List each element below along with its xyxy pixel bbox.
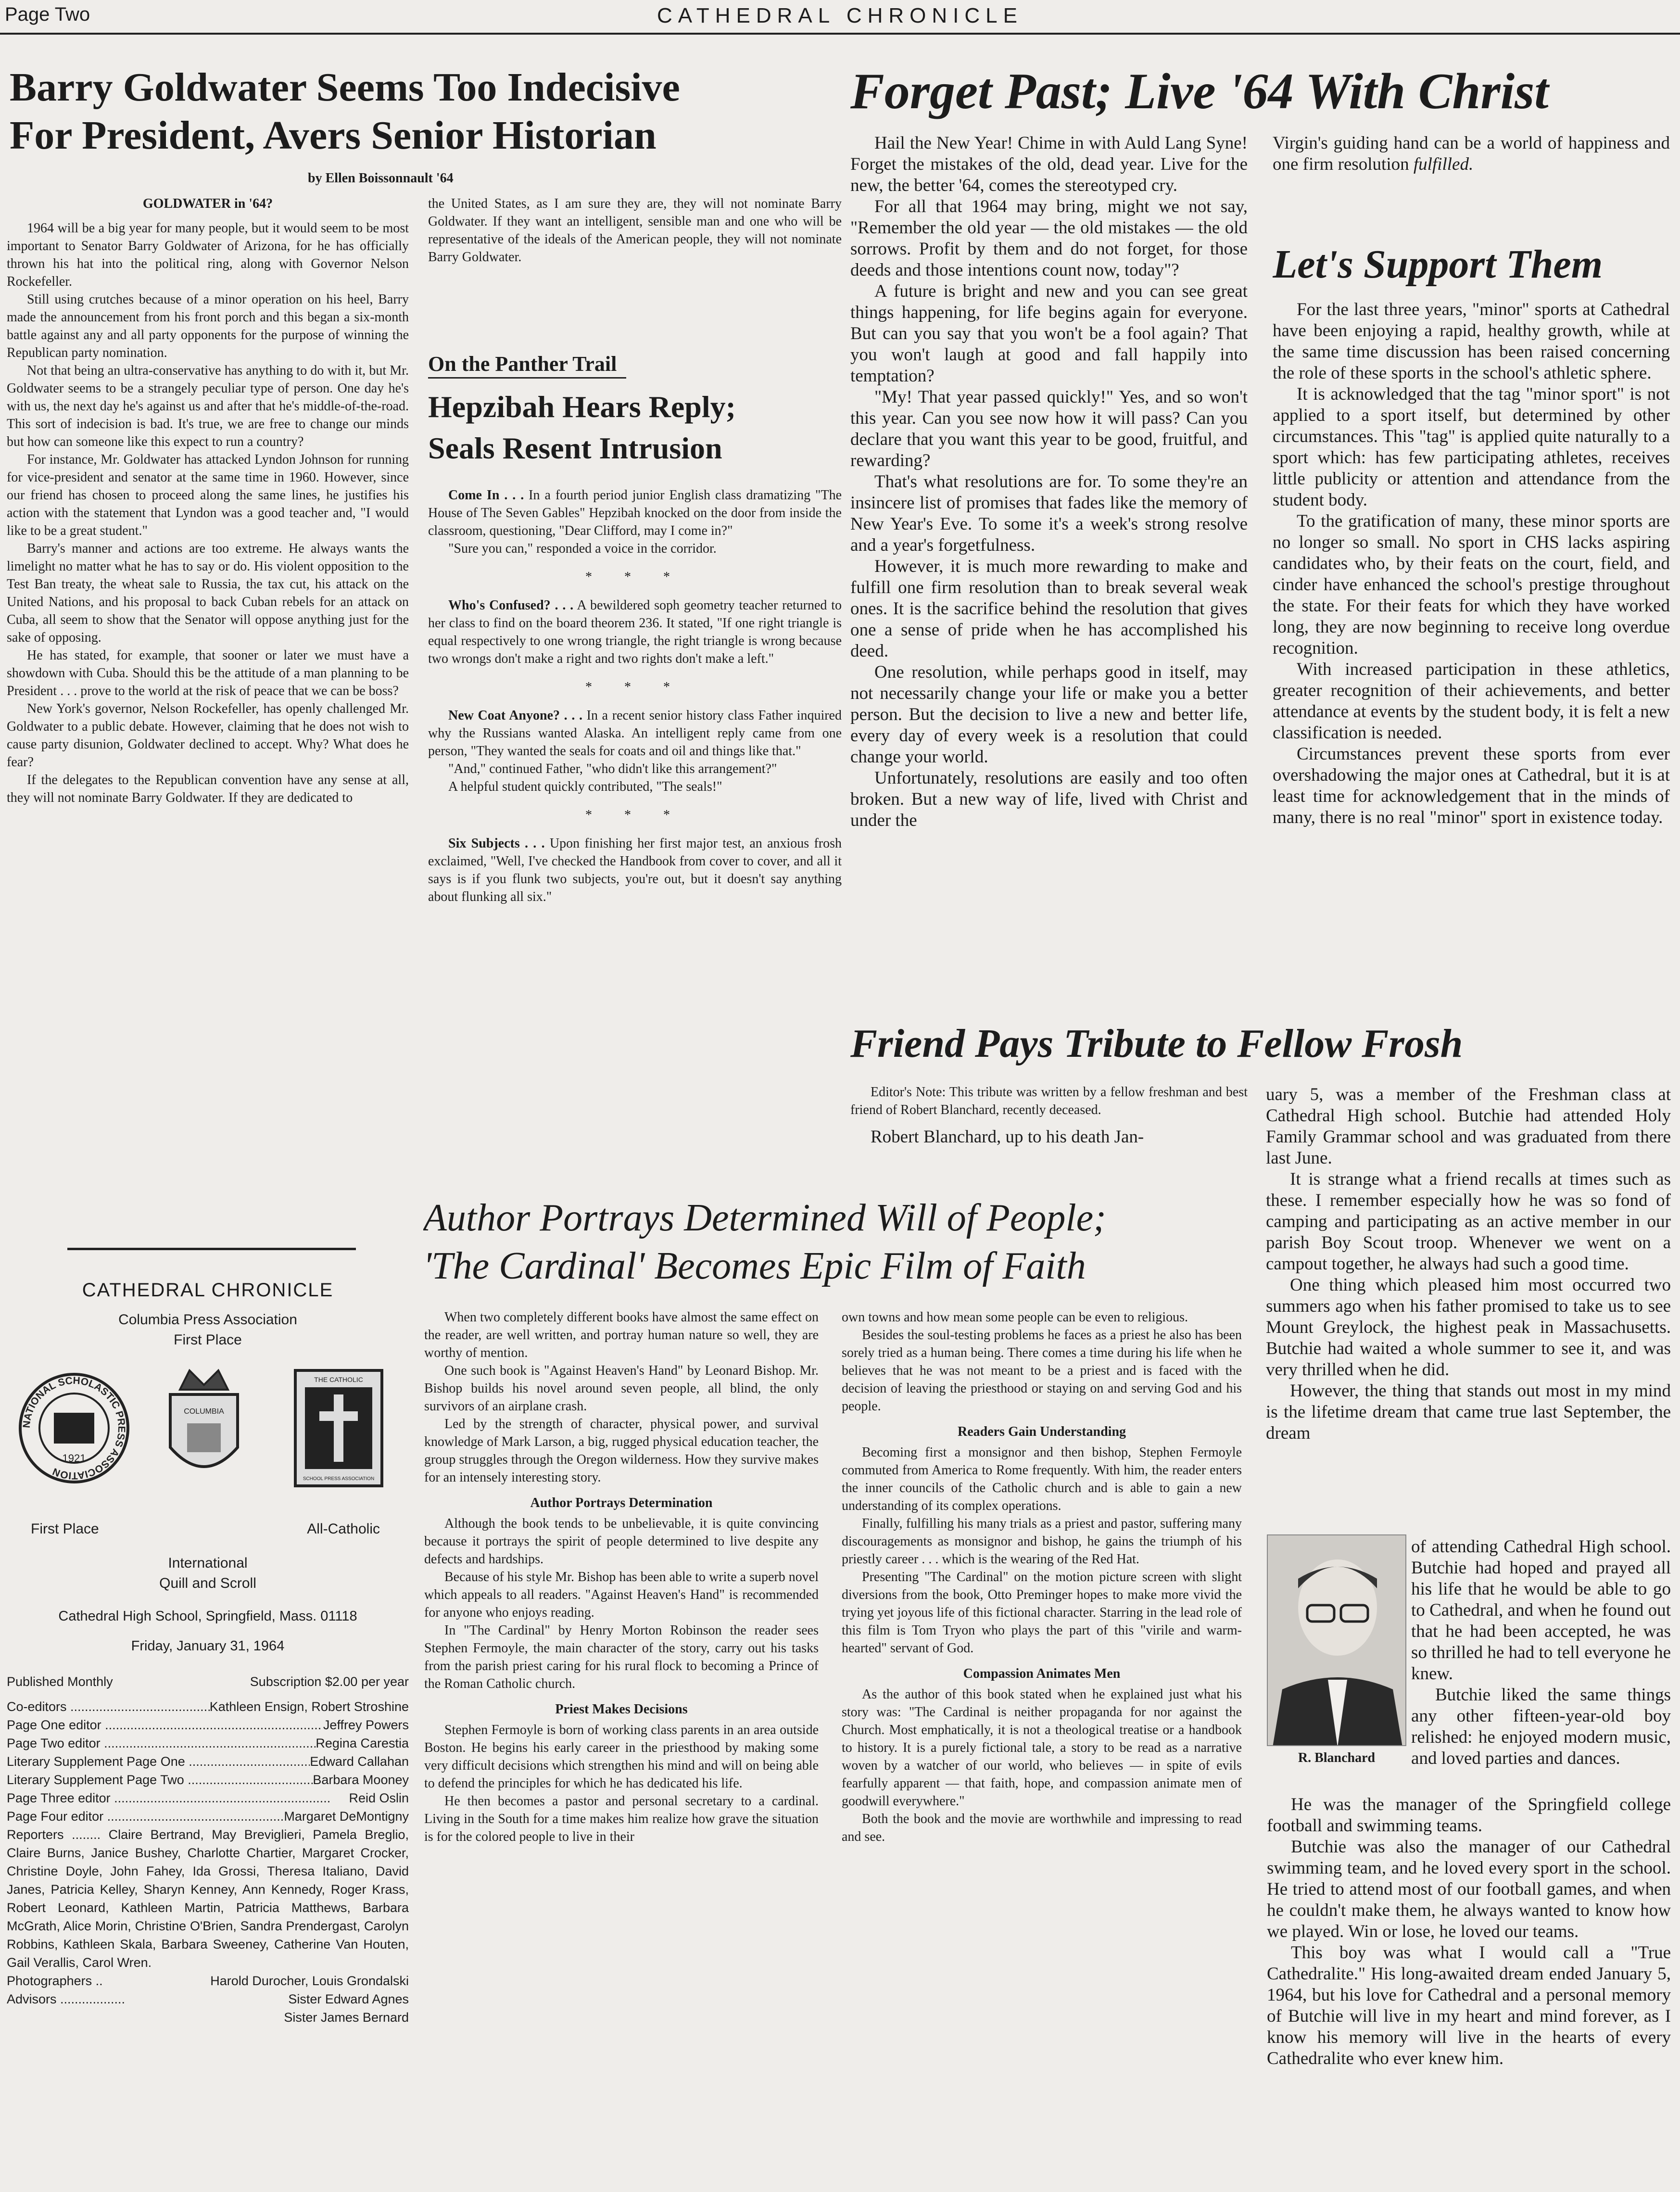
staff-names: Reid Oslin [349, 1791, 409, 1805]
article-paragraph: For instance, Mr. Goldwater has attacked Lyndon Johnson for running for vice-president and senator at the same time in 1960. However, since our friend has chosen to proceed along the same lines, he justifies his action with the statement that Lyndon was a good teacher and, "I would like to be a great student." [7, 452, 409, 538]
paragraph-text: Virgin's guiding hand can be a world of happiness and one firm resolution [1273, 133, 1670, 174]
article-paragraph: One thing which pleased him most occurred two summers ago when his father promised to take us to see Mount Greylock, the highest peak in Massachusetts. Butchie had waited a whole summer to see it, and was very thrilled when he did. [1266, 1275, 1671, 1380]
staff-row [7, 1771, 409, 1789]
masthead-title: CATHEDRAL CHRONICLE [82, 1280, 334, 1301]
review-subhead: Priest Makes Decisions [555, 1702, 688, 1717]
tribute-lead: Robert Blanchard, up to his death Jan- [871, 1127, 1144, 1147]
tribute-column-top [1266, 1084, 1671, 1536]
item-text: Upon finishing her first major test, an anxious frosh exclaimed, "Well, I've checked the Handbook from cover to cover, and all it says is if you flunk two subjects, you're out, but it doesn't say anything about flunking all six." [428, 836, 842, 904]
panther-kicker: On the Panther Trail [428, 351, 626, 379]
staff-row [7, 1789, 409, 1807]
tribute-intro [850, 1083, 1248, 1179]
article-paragraph: For all that 1964 may bring, might we not say, "Remember the old year — the old mistakes — the old sorrows. Profit by them and do not forget, for those deeds and those intentions count now, today"? [850, 197, 1248, 280]
article-paragraph: That's what resolutions are for. To some they're an insincere list of promises that fades like the memory of New Year's Eve. To some it's a week's strong resolve and a year's forgetfulness. [850, 472, 1248, 555]
article-paragraph: A future is bright and new and you can see great things happening, for life begins again for everyone. But can you say that you won't be a fool again? That you won't laugh at good and fall happily into temptation? [850, 281, 1248, 386]
item-text: A bewildered soph geometry teacher returned to her class to find on the board theorem 236. It stated, "If one right triangle is equal respectively to one wrong triangle, the right triangle is wrong because two wrongs don't make a right and two rights don't make a left." [428, 598, 842, 666]
staff-row [7, 1990, 409, 2008]
portrait-image [1268, 1535, 1406, 1746]
nspa-seal-icon [16, 1370, 132, 1486]
article-headline: Friend Pays Tribute to Fellow Frosh [850, 1021, 1463, 1066]
panther-item [428, 486, 842, 540]
page-number: Page Two [5, 4, 90, 25]
staff-names: Harold Durocher, Louis Grondalski [210, 1974, 409, 1988]
article-paragraph: One resolution, while perhaps good in itself, may not necessarily change your life or make you a better person. But the decision to live a new and better life, every day of every week is a resolution that could change your world. [850, 662, 1248, 767]
seal-ring-text: NATIONAL SCHOLASTIC PRESS ASSOCIATION [21, 1375, 127, 1482]
subscription-label: Subscription $2.00 per year [250, 1674, 409, 1689]
page-header [0, 0, 1680, 35]
staff-role: Advisors .................. [7, 1992, 126, 2006]
item-text: In a fourth period junior English class dramatizing "The House of The Seven Gables" Hepzibah knocked on the door from inside the classroom, questioning, "Dear Clifford, may I come in?" [428, 488, 842, 538]
staff-role: Page Four editor ..... [7, 1807, 284, 1825]
goldwater-column-2 [428, 195, 842, 320]
staff-row [7, 1734, 409, 1752]
article-paragraph: It is acknowledged that the tag "minor sport" is not applied to a sport itself, but determined by other circumstances. This "tag" is applied quite naturally to a sport which: has few participating athletes, receives little publicity or attention and attendance from the student body. [1273, 384, 1670, 510]
article-paragraph: However, it is much more rewarding to make and fulfill one firm resolution than to break several weak ones. It is the sacrifice behind the resolution that gives one a sense of pride when he has accomplished his deed. [850, 557, 1248, 661]
staff-role: Page One editor ..... [7, 1716, 323, 1734]
cpa-label: Columbia Press Association [118, 1312, 297, 1328]
item-text: In a recent senior history class Father inquired why the Russians wanted Alaska. An intelligent reply came from one person, "They wanted the seals for coats and oil and things like that." [428, 708, 842, 759]
article-paragraph: It is strange what a friend recalls at times such as these. I remember especially how he was so fond of camping and participating as an active member in our parish Boy Scout troop. Whenever we went on a campout together, he always had such a good time. [1266, 1169, 1671, 1274]
editorial-headline: Forget Past; Live '64 With Christ [850, 63, 1549, 119]
badge-label-first-place: First Place [31, 1521, 99, 1537]
panther-item-extra: A helpful student quickly contributed, "The seals!" [448, 779, 722, 794]
staff-role: Literary Supplement Page One ..... [7, 1752, 310, 1771]
separator-stars: * * * [585, 570, 684, 584]
article-paragraph: Barry's manner and actions are too extreme. He always wants the limelight no matter what he has to say or do. His violent opposition to the Test Ban treaty, the wheat sale to Russia, the tax cut, his attack on the United Nations, and his proposal to back Cuban rebels for an attack on Cuba, all seem to show that the Senator will oppose anything just for the sake of opposing. [7, 541, 409, 645]
panther-item [428, 707, 842, 760]
article-paragraph: Stephen Fermoyle is born of working class parents in an area outside Boston. He begins his early career in the priesthood by making some very difficult decisions which strengthen his mind and will on being able to defend the principles for which he has dedicated his life. [424, 1723, 819, 1791]
cpa-place: First Place [174, 1332, 242, 1348]
seal-year: 1921 [62, 1452, 86, 1464]
review-subhead: Readers Gain Understanding [957, 1424, 1126, 1439]
intl-label: International [168, 1555, 248, 1571]
article-paragraph: With increased participation in these athletics, greater recognition of their achievements, and better attendance at events by the student body, it is felt a new classification is needed. [1273, 659, 1670, 743]
headline-line: For President, Avers Senior Historian [10, 113, 657, 158]
article-paragraph: For the last three years, "minor" sports at Cathedral have been enjoying a rapid, healthy growth, while at the same time discussion has been raised concerning the role of these sports in the school's athletic sphere. [1273, 300, 1670, 383]
article-paragraph: Finally, fulfilling his many trials as a priest and pastor, suffering many discouragements as monsignor and bishop, he gains the triumph of his priestly career . . . which is the wearing of the Red Hat. [842, 1516, 1242, 1567]
goldwater-column-1 [7, 195, 409, 1234]
staff-row [7, 1807, 409, 1825]
staff-role: Page Three editor ..... [7, 1789, 349, 1807]
staff-box [7, 1673, 409, 2027]
tribute-headline [850, 1020, 1678, 1073]
article-paragraph: Not that being an ultra-conservative has anything to do with it, but Mr. Goldwater seems to be a strangely peculiar type of person. One day he's with us, the next day he's against us and after that he's middle-of-the-road. This sort of indecision is bad. It's true, we are free to change our minds but how can someone like this expect to run a country? [7, 363, 409, 449]
support-column [1273, 299, 1670, 997]
panther-headline: Hepzibah Hears Reply; [428, 390, 736, 424]
article-paragraph: This boy was what I would call a "True Cathedralite." His long-awaited dream ended January 5, 1964, but his love for Cathedral and a personal memory of Butchie will live in my heart and mind forever, as I know his memory will live in the hearts of every Cathedralite who ever knew him. [1267, 1943, 1671, 2068]
article-paragraph: Butchie liked the same things any other fifteen-year-old boy relished: he enjoyed modern music, and loved parties and dances. [1411, 1685, 1671, 1768]
item-title: New Coat Anyone? . . . [448, 708, 583, 723]
article-paragraph: Hail the New Year! Chime in with Auld Lang Syne! Forget the mistakes of the old, dead year. Live for the new, the better '64, comes the stereotyped cry. [850, 133, 1248, 195]
article-paragraph: When two completely different books have almost the same effect on the reader, are well written, and portray human nature so well, they are worthy of mention. [424, 1310, 819, 1360]
staff-names: Regina Carestia [316, 1736, 409, 1750]
staff-names: Kathleen Ensign, Robert Stroshine [209, 1699, 409, 1714]
staff-row [7, 1752, 409, 1771]
masthead-rule [67, 1248, 356, 1250]
article-paragraph: To the gratification of many, these minor sports are no longer so small. No sport in CHS lacks aspiring candidates who, by their feats on the court, field, and cinder have enhanced the school's prestige throughout the state. For their feats for which they have worked long, they are now beginning to receive long overdue recognition. [1273, 511, 1670, 658]
cross-top-text: THE CATHOLIC [314, 1376, 363, 1383]
badge-label-all-catholic: All-Catholic [307, 1521, 380, 1537]
cardinal-headline [423, 1194, 1260, 1300]
staff-names: Margaret DeMontigny [284, 1809, 409, 1824]
staff-role: Photographers .. [7, 1974, 103, 1988]
paragraph-italic: fulfilled. [1413, 154, 1474, 174]
forget-past-headline [850, 62, 1678, 129]
goldwater-subhead: GOLDWATER in '64? [142, 196, 273, 211]
article-paragraph: Circumstances prevent these sports from ever overshadowing the major ones at Cathedral, but it is at least time for acknowledgement that in the minds of many, there is no real "minor" sport in existence today. [1273, 744, 1670, 827]
item-title: Come In . . . [448, 488, 524, 503]
crown-shield-icon [161, 1361, 247, 1495]
article-paragraph: own towns and how mean some people can be even to religious. [842, 1310, 1188, 1325]
panther-item [428, 835, 842, 906]
article-paragraph: He then becomes a pastor and personal secretary to a cardinal. Living in the South for a time makes him realize how grave the situation is for the colored people to live in their [424, 1794, 819, 1844]
quill-scroll-label: Quill and Scroll [159, 1575, 256, 1591]
item-title: Six Subjects . . . [448, 836, 545, 851]
staff-row [7, 1972, 409, 1990]
staff-role: Co-editors ..... [7, 1698, 210, 1716]
blanchard-photo [1267, 1534, 1406, 1746]
article-paragraph: Both the book and the movie are worthwhile and impressing to read and see. [842, 1812, 1242, 1844]
staff-row [7, 1698, 409, 1716]
panther-item [428, 596, 842, 668]
article-paragraph: Unfortunately, resolutions are easily and too often broken. But a new way of life, lived with Christ and under the [850, 768, 1248, 830]
masthead [7, 1280, 409, 2184]
article-paragraph: Besides the soul-testing problems he faces as a priest he also has been sorely tried as a human being. There comes a time during his life when he believes that he was not meant to be a priest and is faced with the decision of leaving the priesthood or staying on and serving God and his people. [842, 1328, 1242, 1414]
panther-item-extra: "Sure you can," responded a voice in the corridor. [448, 541, 717, 556]
school-address: Cathedral High School, Springfield, Mass. 01118 [58, 1609, 357, 1624]
article-paragraph: Although the book tends to be unbelievable, it is quite convincing because it portrays the spirit of people determined to live despite any defects and hardships. [424, 1516, 819, 1567]
cardinal-column-1 [424, 1308, 819, 2189]
reporters-list: Claire Bertrand, May Breviglieri, Pamela Breglio, Claire Burns, Janice Bushey, Charlotte Chartier, Margaret Crocker, Christine Doyle, John Fahey, Ida Grossi, Theresa Italiano, David Janes, Patricia Kelley, Sharyn Kenney, Ann Kennedy, Roger Krass, Robert Leonard, Kathleen Martin, Patricia Matthews, Barbara McGrath, Alice Morin, Christine O'Brien, Sandra Prendergast, Carolyn Robbins, Kathleen Skala, Barbara Sweeney, Catherine Van Houten, Gail Verallis, Carol Wren. [7, 1827, 409, 1970]
article-paragraph: Becoming first a monsignor and then bishop, Stephen Fermoyle commuted from America to Rome frequently. With him, the reader enters the inner councils of the Catholic church and is able to gain a new understanding of its complex operations. [842, 1445, 1242, 1513]
panther-item-extra: "And," continued Father, "who didn't like this arrangement?" [448, 761, 777, 776]
tribute-column-bottom [1267, 1794, 1671, 2189]
staff-names: Barbara Mooney [313, 1773, 409, 1787]
forget-past-column-1 [850, 133, 1248, 999]
article-paragraph: He was the manager of the Springfield college football and swimming teams. [1267, 1795, 1671, 1836]
article-paragraph: Butchie was also the manager of our Cathedral swimming team, and he loved every sport in the school. He tried to attend most of our football games, and when he couldn't make them, he always wanted to know how we played. Win or lose, he loved our teams. [1267, 1837, 1671, 1941]
tribute-photo-wrap [1411, 1536, 1671, 1794]
review-headline: Author Portrays Determined Will of People; [423, 1197, 1106, 1239]
article-paragraph: of attending Cathedral High school. Butchie had hoped and prayed all his life that he would be able to go to Cathedral, and when he found out that he had been accepted, he was so thrilled he had to tell everyone he knew. [1411, 1537, 1671, 1684]
forget-past-column-2 [1273, 133, 1670, 195]
support-headline [1273, 241, 1670, 293]
article-paragraph: uary 5, was a member of the Freshman class at Cathedral High school. Butchie had attended Holy Family Grammar school and was graduated from there last June. [1266, 1085, 1671, 1168]
review-subhead: Compassion Animates Men [963, 1666, 1121, 1681]
cross-bottom-text: SCHOOL PRESS ASSOCIATION [303, 1476, 375, 1482]
item-title: Who's Confused? . . . [448, 598, 574, 613]
crown-label: COLUMBIA [184, 1407, 224, 1416]
cardinal-column-2 [842, 1308, 1242, 2189]
editors-note: Editor's Note: This tribute was written by a fellow freshman and best friend of Robert Blanchard, recently deceased. [850, 1085, 1248, 1117]
editorial-headline: Let's Support Them [1273, 242, 1603, 287]
article-paragraph: 1964 will be a big year for many people, but it would seem to be most important to Senator Barry Goldwater of Arizona, for he has officially thrown his hat into the political ring, along with Governor Nelson Rockefeller. [7, 221, 409, 289]
article-paragraph: Still using crutches because of a minor operation on his heel, Barry made the announcement from his front porch and this began a six-month battle against any and all party opponents for the purpose of winning the Republican party nomination. [7, 292, 409, 360]
staff-names: Sister Edward Agnes [288, 1992, 409, 2006]
article-paragraph: One such book is "Against Heaven's Hand" by Leonard Bishop. Mr. Bishop builds his novel around seven people, all blind, the only survivors of an airplane crash. [424, 1363, 819, 1414]
article-paragraph: Because of his style Mr. Bishop has been able to write a superb novel which appeals to all readers. "Against Heaven's Hand" is recommended for anyone who enjoys reading. [424, 1570, 819, 1620]
goldwater-headline [10, 63, 842, 165]
issue-date: Friday, January 31, 1964 [131, 1638, 285, 1654]
review-subhead: Author Portrays Determination [530, 1495, 713, 1510]
published-label: Published Monthly [7, 1674, 113, 1689]
staff-names: Jeffrey Powers [323, 1718, 409, 1732]
article-paragraph: the United States, as I am sure they are, they will not nominate Barry Goldwater. If they want an intelligent, sensible man and one who will be representative of the ideals of the American people, they will not nominate Barry Goldwater. [428, 196, 842, 265]
separator-stars: * * * [585, 808, 684, 823]
panther-headline: Seals Resent Intrusion [428, 431, 722, 465]
staff-role: Reporters ........ [7, 1827, 101, 1842]
article-paragraph: If the delegates to the Republican convention have any sense at all, they will not nominate Barry Goldwater. If they are dedicated to [7, 773, 409, 805]
headline-line: Barry Goldwater Seems Too Indecisive [10, 65, 680, 110]
separator-stars: * * * [585, 680, 684, 695]
article-paragraph: However, the thing that stands out most in my mind is the lifetime dream that came true last September, the dream [1266, 1381, 1671, 1443]
newspaper-name: CATHEDRAL CHRONICLE [657, 4, 1023, 27]
article-paragraph: Led by the strength of character, physical power, and survival knowledge of Mark Larson, a big, rugged physical education teacher, the group struggles through the Oregon wilderness. How they survive makes for an intensely interesting story. [424, 1417, 819, 1485]
article-paragraph: "My! That year passed quickly!" Yes, and so won't this year. Can you see now how it will pass? Can you declare that you want this year to be good, fruitful, and rewarding? [850, 387, 1248, 470]
article-paragraph: New York's governor, Nelson Rockefeller, has openly challenged Mr. Goldwater to a public debate. However, claiming that he does not wish to cause party disunion, Goldwater declined to accept. Why? What does he fear? [7, 701, 409, 770]
article-paragraph: As the author of this book stated when he explained just what his story was: "The Cardinal is neither propaganda for nor against the Church. Most emphatically, it is not a theological treatise or a handbook to history. It is a purely fictional tale, a story to be read as a narrative woven by a watcher of our world, who believes — in spite of evils fearfully apparent — that faith, hope, and compassion animate men of goodwill everywhere." [842, 1687, 1242, 1809]
panther-trail-column [428, 351, 842, 1169]
article-paragraph [1273, 133, 1670, 175]
review-headline: 'The Cardinal' Becomes Epic Film of Faith [423, 1245, 1086, 1287]
staff-names: Edward Callahan [310, 1754, 409, 1769]
staff-role: Literary Supplement Page Two ..... [7, 1771, 313, 1789]
award-badges [7, 1361, 409, 1520]
article-paragraph: In "The Cardinal" by Henry Morton Robinson the reader sees Stephen Fermoyle, the main character of the story, carry out his tasks from the parish priest caring for his rural flock to becoming a Prince of the Roman Catholic church. [424, 1623, 819, 1691]
catholic-press-cross-icon [291, 1366, 387, 1491]
staff-role: Page Two editor ..... [7, 1734, 316, 1752]
reporters-block [7, 1825, 409, 1972]
staff-names: Sister James Bernard [284, 2010, 409, 2025]
article-paragraph: He has stated, for example, that sooner or later we must have a showdown with Cuba. Should this be the attitude of a man planning to be President . . . prove to the world at the risk of peace that we can be boss? [7, 648, 409, 698]
article-paragraph: Presenting "The Cardinal" on the motion picture screen with slight diversions from the book, Otto Preminger hopes to make more vivid the trying yet joyous life of this fictional character. Starring in the lead role of this film is Tom Tryon who plays the part of this "virile and warm-hearted" servant of God. [842, 1570, 1242, 1656]
photo-caption: R. Blanchard [1298, 1750, 1376, 1765]
staff-row [7, 1716, 409, 1734]
goldwater-byline: by Ellen Boissonnault '64 [308, 171, 454, 186]
